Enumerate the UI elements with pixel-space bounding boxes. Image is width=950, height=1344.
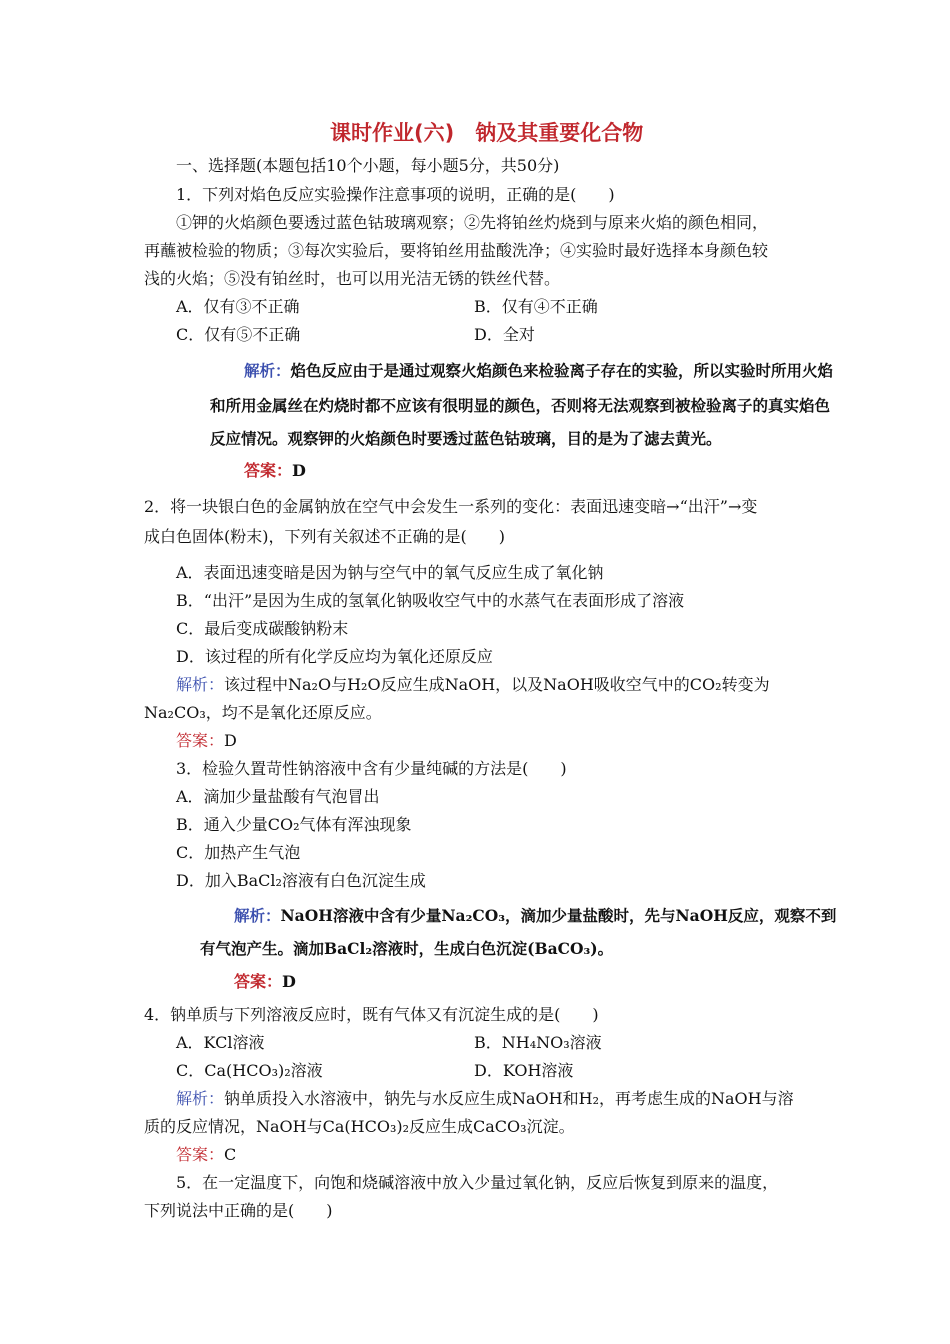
answer-label: 答案： [244,461,293,480]
q1-analysis-line: 解析：焰色反应由于是通过观察火焰颜色来检验离子存在的实验，所以实验时所用火焰 [244,361,834,380]
q4-analysis-line: 解析：钠单质投入水溶液中，钠先与水反应生成NaOH和H₂，再考虑生成的NaOH与溶 [176,1089,794,1108]
q2-analysis-line: Na₂CO₃，均不是氧化还原反应。 [144,703,382,722]
q3-analysis-line: 有气泡产生。滴加BaCl₂溶液时，生成白色沉淀(BaCO₃)。 [200,939,614,958]
q1-answer: 答案：D [244,461,306,480]
q3-option-c: C．加热产生气泡 [176,843,301,862]
q4-answer: 答案：C [176,1145,237,1164]
q2-option-a: A．表面迅速变暗是因为钠与空气中的氧气反应生成了氧化钠 [176,563,604,582]
q3-stem: 3．检验久置苛性钠溶液中含有少量纯碱的方法是( ) [176,759,567,778]
q1-analysis-line: 反应情况。观察钾的火焰颜色时要透过蓝色钴玻璃，目的是为了滤去黄光。 [210,429,722,448]
q4-option-c: C．Ca(HCO₃)₂溶液 [176,1061,323,1080]
section-heading: 一、选择题(本题包括10个小题，每小题5分，共50分) [176,156,560,175]
q2-option-b: B．“出汗”是因为生成的氢氧化钠吸收空气中的水蒸气在表面形成了溶液 [176,591,685,610]
q4-option-a: A．KCl溶液 [176,1033,265,1052]
analysis-label: 解析： [244,361,291,380]
q4-option-b: B．NH₄NO₃溶液 [474,1033,602,1052]
analysis-label: 解析： [176,675,225,694]
q2-analysis-line: 解析：该过程中Na₂O与H₂O反应生成NaOH，以及NaOH吸收空气中的CO₂转变为 [176,675,770,694]
q2-stem-cont: 成白色固体(粉末)，下列有关叙述不正确的是( ) [144,527,505,546]
q4-option-d: D．KOH溶液 [474,1061,574,1080]
answer-label: 答案： [234,972,283,991]
q2-answer: 答案：D [176,731,237,750]
q1-stem: 1．下列对焰色反应实验操作注意事项的说明，正确的是( ) [176,185,615,204]
q2-stem: 2．将一块银白色的金属钠放在空气中会发生一系列的变化：表面迅速变暗→“出汗”→变 [144,497,758,516]
answer-label: 答案： [176,1145,225,1164]
q1-option-a: A．仅有③不正确 [176,297,300,316]
q4-stem: 4．钠单质与下列溶液反应时，既有气体又有沉淀生成的是( ) [144,1005,599,1024]
q4-analysis-line: 质的反应情况，NaOH与Ca(HCO₃)₂反应生成CaCO₃沉淀。 [144,1117,575,1136]
q1-body-line: 浅的火焰；⑤没有铂丝时，也可以用光洁无锈的铁丝代替。 [144,269,561,288]
q2-option-c: C．最后变成碳酸钠粉末 [176,619,349,638]
q3-analysis-line: 解析：NaOH溶液中含有少量Na₂CO₃，滴加少量盐酸时，先与NaOH反应，观察不到 [234,906,837,925]
q5-stem: 5．在一定温度下，向饱和烧碱溶液中放入少量过氧化钠，反应后恢复到原来的温度， [176,1173,779,1192]
q1-option-d: D．全对 [474,325,535,344]
q1-body-line: 再蘸被检验的物质；③每次实验后，要将铂丝用盐酸洗净；④实验时最好选择本身颜色较 [144,241,769,260]
q3-option-b: B．通入少量CO₂气体有浑浊现象 [176,815,412,834]
q3-option-d: D．加入BaCl₂溶液有白色沉淀生成 [176,871,426,890]
page-title: 课时作业(六) 钠及其重要化合物 [330,121,644,145]
analysis-label: 解析： [176,1089,225,1108]
analysis-label: 解析： [234,906,281,925]
q3-option-a: A．滴加少量盐酸有气泡冒出 [176,787,380,806]
q5-stem-cont: 下列说法中正确的是( ) [144,1201,333,1220]
answer-label: 答案： [176,731,225,750]
q1-option-c: C．仅有⑤不正确 [176,325,301,344]
q1-analysis-line: 和所用金属丝在灼烧时都不应该有很明显的颜色，否则将无法观察到被检验离子的真实焰色 [210,396,831,415]
q3-answer: 答案：D [234,972,296,991]
q1-option-b: B．仅有④不正确 [474,297,598,316]
q2-option-d: D．该过程的所有化学反应均为氧化还原反应 [176,647,493,666]
q1-body-line: ①钾的火焰颜色要透过蓝色钴玻璃观察；②先将铂丝灼烧到与原来火焰的颜色相同， [176,213,769,232]
